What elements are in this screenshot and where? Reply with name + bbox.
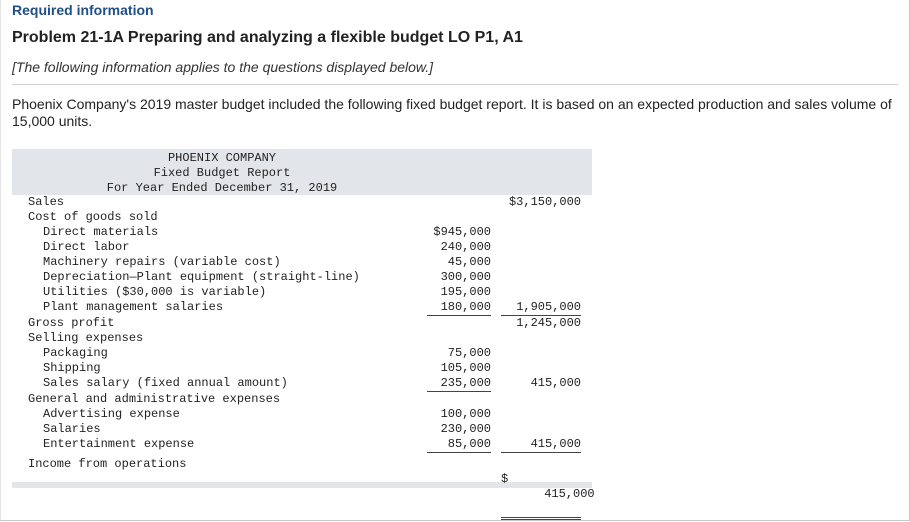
report-row-advertising-expense	[12, 407, 592, 422]
info-note: [The following information applies to the questions displayed below.]	[12, 59, 434, 75]
row-amount: 300,000	[440, 270, 491, 284]
report-row-sales	[12, 195, 592, 210]
row-label: General and administrative expenses	[28, 392, 281, 406]
row-label: Packaging	[43, 346, 108, 360]
row-amount: 45,000	[447, 255, 491, 269]
report-row-depreciation	[12, 270, 592, 285]
row-label: Direct labor	[43, 240, 130, 254]
row-total: 1,245,000	[516, 316, 581, 330]
report-row-cogs	[12, 210, 592, 225]
report-row-direct-materials	[12, 225, 592, 240]
row-total: 415,000	[530, 376, 581, 390]
row-amount: 240,000	[440, 240, 491, 254]
row-amount: 75,000	[447, 346, 491, 360]
row-total: 415,000	[544, 487, 595, 501]
row-label: Sales salary (fixed annual amount)	[43, 376, 288, 390]
row-label: Plant management salaries	[43, 300, 224, 314]
divider	[12, 84, 898, 85]
report-row-shipping	[12, 361, 592, 376]
report-row-utilities	[12, 285, 592, 300]
row-total: 415,000	[501, 437, 581, 453]
row-amount: 85,000	[427, 437, 491, 453]
report-row-sales-salary	[12, 376, 592, 391]
row-label: Gross profit	[28, 316, 115, 330]
row-label: Selling expenses	[28, 331, 144, 345]
row-total: $3,150,000	[508, 195, 581, 209]
row-label: Salaries	[43, 422, 101, 436]
report-row-plant-management-salaries	[12, 300, 592, 315]
row-label: Sales	[28, 195, 65, 209]
row-label: Machinery repairs (variable cost)	[43, 255, 281, 269]
report-row-direct-labor	[12, 240, 592, 255]
row-amount: $945,000	[433, 225, 491, 239]
row-label: Depreciation—Plant equipment (straight-line)	[43, 270, 360, 284]
report-row-income-from-operations	[12, 457, 595, 501]
required-information-heading: Required information	[12, 2, 154, 18]
problem-title: Problem 21-1A Preparing and analyzing a flexible budget LO P1, A1	[12, 29, 523, 46]
report-row-machinery-repairs	[12, 255, 592, 270]
row-amount: 235,000	[427, 376, 491, 392]
intro-paragraph: Phoenix Company's 2019 master budget included the following fixed budget report. It is based on an expected production and sales volume of 15,000 units.	[12, 96, 892, 129]
report-row-packaging	[12, 346, 592, 361]
row-amount: 180,000	[427, 300, 491, 316]
report-row-gross-profit	[12, 316, 592, 331]
row-label: Advertising expense	[43, 407, 180, 421]
dollar-sign: $	[501, 472, 509, 486]
report-row-selling-expenses	[12, 331, 592, 346]
row-amount: 105,000	[440, 361, 491, 375]
row-amount: 100,000	[440, 407, 491, 421]
row-label: Shipping	[43, 361, 101, 375]
report-row-salaries	[12, 422, 592, 437]
report-row-entertainment-expense	[12, 437, 592, 452]
report-row-general-admin-expenses	[12, 392, 592, 407]
fixed-budget-report	[12, 149, 595, 501]
report-company-name: PHOENIX COMPANY	[167, 151, 277, 165]
row-label: Income from operations	[28, 457, 187, 471]
row-amount: 195,000	[440, 285, 491, 299]
row-label: Direct materials	[43, 225, 159, 239]
row-label: Utilities ($30,000 is variable)	[43, 285, 267, 299]
row-label: Entertainment expense	[43, 437, 195, 451]
row-label: Cost of goods sold	[28, 210, 158, 224]
report-period: For Year Ended December 31, 2019	[106, 181, 338, 195]
report-title: Fixed Budget Report	[153, 166, 291, 180]
row-total-cell	[501, 457, 595, 520]
row-total: 1,905,000	[501, 300, 581, 316]
row-amount: 230,000	[440, 422, 491, 436]
